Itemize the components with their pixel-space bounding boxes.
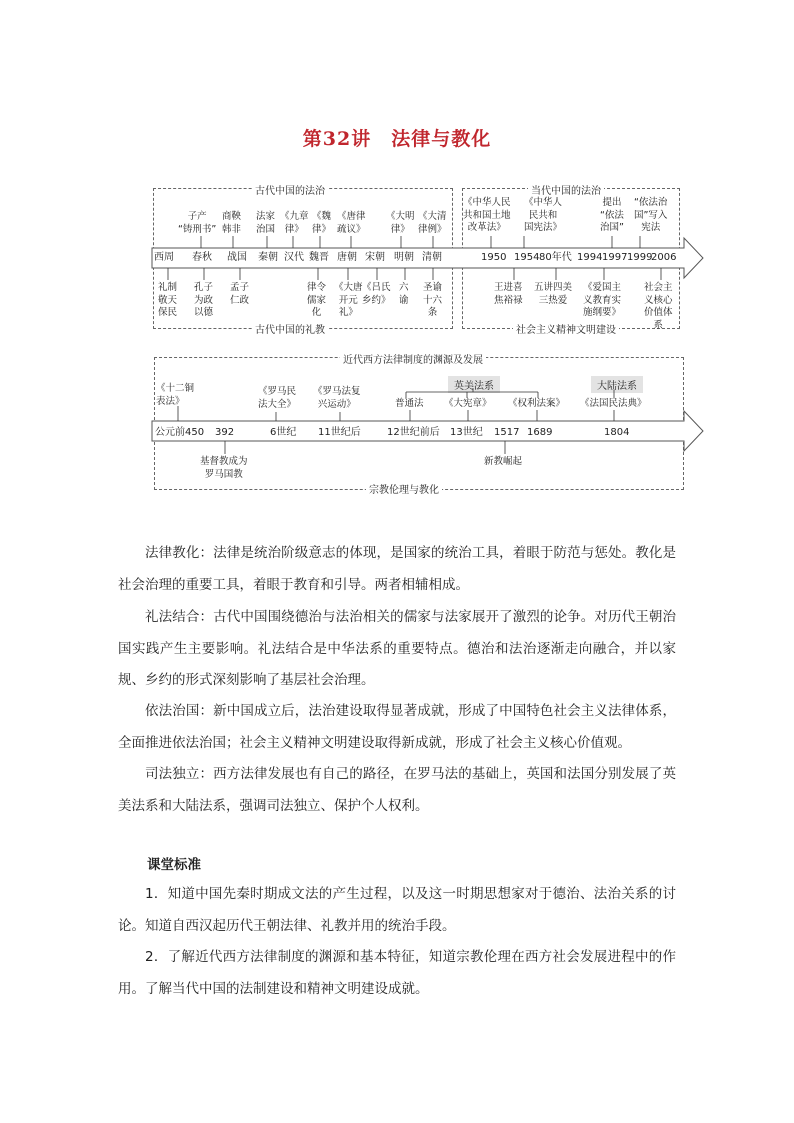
paragraph-rule-of-law: 依法治国：新中国成立后，法治建设取得显著成就，形成了中国特色社会主义法律体系，全面推进依法治国；社会主义精神文明建设取得新成就，形成了社会主义核心价值观。 [118,703,676,751]
rites-label: 孔子 为政 以德 [194,282,214,318]
event-label: 《唐律 疏议》 [337,211,366,235]
event-label: 普通法 [395,398,424,409]
event-label: 提出 “依法 治国” [600,197,624,233]
rites-label: 《吕氏 乡约》 [362,282,391,306]
standards-heading: 课堂标准 [147,857,201,873]
continental-law-label: 大陆法系 [591,376,643,393]
year-label: 2006 [651,252,677,263]
era-label: 12世纪前后 [387,427,440,438]
event-label: 法家 治国 [256,211,276,235]
anglo-american-law-label: 英美法系 [448,376,500,393]
event-label: 《大宪章》 [444,398,492,409]
year-label: 1994 [577,252,603,263]
event-label: 子产 “铸刑书” [178,211,217,235]
rites-label: 律令 儒家 化 [307,282,327,318]
event-label: 《法国民法典》 [580,398,647,409]
event-label: 《十二铜 表法》 [156,383,195,407]
religion-label: 基督教成为 罗马国教 [200,456,248,480]
age-label: 战国 [227,252,247,263]
era-label: 1804 [604,427,630,438]
rites-label: 礼制 敬天 保民 [158,282,178,318]
age-label: 清朝 [422,252,442,263]
western-law-label: 近代西方法律制度的渊源及发展 [340,351,486,366]
civ-label: 社会主 义核心 价值体 系 [644,282,673,331]
event-label: 《中华人民 共和国土地 改革法》 [463,197,511,233]
event-label: 《大清 律例》 [418,211,447,235]
civ-label: 五讲四美 三热爱 [534,282,573,306]
spiritual-civ-label: 社会主义精神文明建设 [513,321,619,336]
era-label: 392 [215,427,235,438]
age-label: 秦朝 [258,252,278,263]
era-label: 1517 [494,427,520,438]
age-label: 汉代 [284,252,304,263]
rites-label: 六 谕 [399,282,409,306]
event-label: 商鞅 韩非 [222,211,242,235]
event-label: “依法治 国”写入 宪法 [634,197,668,233]
page-title: 第32讲 法律与教化 [302,128,492,150]
event-label: 《中华人 民共和 国宪法》 [524,197,563,233]
year-label: 1999 [627,252,653,263]
age-label: 明朝 [394,252,414,263]
age-label: 唐朝 [337,252,357,263]
rites-label: 孟子 仁政 [230,282,250,306]
civ-label: 《爱国主 义教育实 施纲要》 [583,282,622,318]
year-label: 1997 [602,252,628,263]
paragraph-rites-law: 礼法结合：古代中国围绕德治与法治相关的儒家与法家展开了激烈的论争。对历代王朝治国实践产生主要影响。礼法结合是中华法系的重要特点。德治和法治逐渐走向融合，并以家规、乡约的形式深刻影响了基层社会治理。 [118,609,676,688]
civ-label: 王进喜 焦裕禄 [494,282,523,306]
paragraph-law-education: 法律教化：法律是统治阶级意志的体现，是国家的统治工具，着眼于防范与惩处。教化是社会治理的重要工具，着眼于教育和引导。两者相辅相成。 [118,545,676,593]
event-label: 《罗马民 法大全》 [258,386,297,410]
event-label: 《权利法案》 [508,398,566,409]
ancient-rites-label: 古代中国的礼教 [252,321,328,336]
age-label: 魏晋 [309,252,329,263]
event-label: 《九章 律》 [280,211,309,235]
era-label: 1689 [527,427,553,438]
age-label: 春秋 [192,252,212,263]
era-label: 13世纪 [450,427,483,438]
age-label: 西周 [154,252,174,263]
religion-label: 新教崛起 [484,456,523,467]
era-label: 11世纪后 [318,427,361,438]
event-label: 《魏 律》 [312,211,332,235]
rites-label: 圣谕 十六 条 [423,282,443,318]
religion-ethics-label: 宗教伦理与教化 [366,481,442,496]
rites-label: 《大唐 开元 礼》 [334,282,363,318]
event-label: 《罗马法复 兴运动》 [313,386,361,410]
age-label: 宋朝 [365,252,385,263]
year-label: 1954 [514,252,540,263]
standard-item: 1．知道中国先秦时期成文法的产生过程，以及这一时期思想家对于德治、法治关系的讨论。知道自西汉起历代王朝法律、礼教并用的统治手段。 [118,886,676,934]
year-label: 1950 [481,252,507,263]
standard-item: 2．了解近代西方法律制度的渊源和基本特征，知道宗教伦理在西方社会发展进程中的作用。了解当代中国的法制建设和精神文明建设成就。 [118,949,676,997]
era-label: 公元前450 [155,427,205,438]
event-label: 《大明 律》 [386,211,415,235]
modern-law-label: 当代中国的法治 [528,182,604,197]
ancient-law-label: 古代中国的法治 [252,182,328,197]
era-label: 6世纪 [270,427,297,438]
paragraph-judicial-independence: 司法独立：西方法律发展也有自己的路径，在罗马法的基础上，英国和法国分别发展了英美法系和大陆法系，强调司法独立、保护个人权利。 [118,766,676,814]
year-label: 80年代 [539,252,572,263]
